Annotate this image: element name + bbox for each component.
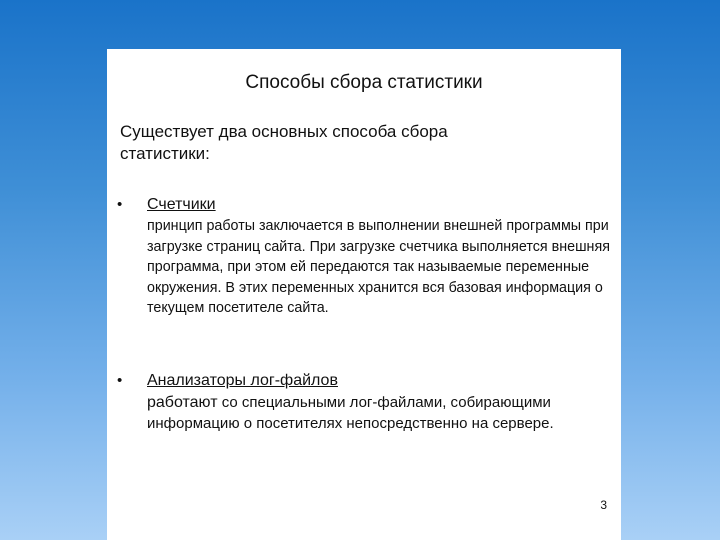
bullet-body-log-analyzers	[147, 392, 610, 434]
bullet-row	[115, 370, 610, 434]
bullet-dot-icon: •	[117, 372, 123, 389]
slide-panel	[107, 49, 621, 540]
bullet-heading-log-analyzers: Анализаторы лог-файлов	[147, 372, 338, 389]
intro-text: Существует два основных способа сбора статистики:	[120, 122, 448, 163]
page-number: 3	[600, 498, 607, 512]
slide-title: Способы сбора статистики	[245, 72, 483, 93]
bullet-body-counters: принцип работы заключается в выполнении внешней программы при загрузке страниц сайта. При загрузке счетчика выполняется внешняя программа, при этом ей передаются так называемые переменные окружения. В этих переменных хранится вся базовая информация о текущем посетителе сайта.	[147, 218, 610, 316]
bullet-heading-counters: Счетчики	[147, 196, 216, 213]
bullet-dot-icon: •	[117, 196, 123, 213]
bullet-row	[115, 194, 610, 319]
bullet-body-lead: работают	[147, 394, 218, 411]
bullet-log-analyzers	[115, 370, 610, 434]
bullet-counters	[115, 194, 610, 319]
bullet-body-rest: со специальными лог-файлами, собирающими информацию о посетителях непосредственно на сервере.	[147, 394, 554, 432]
